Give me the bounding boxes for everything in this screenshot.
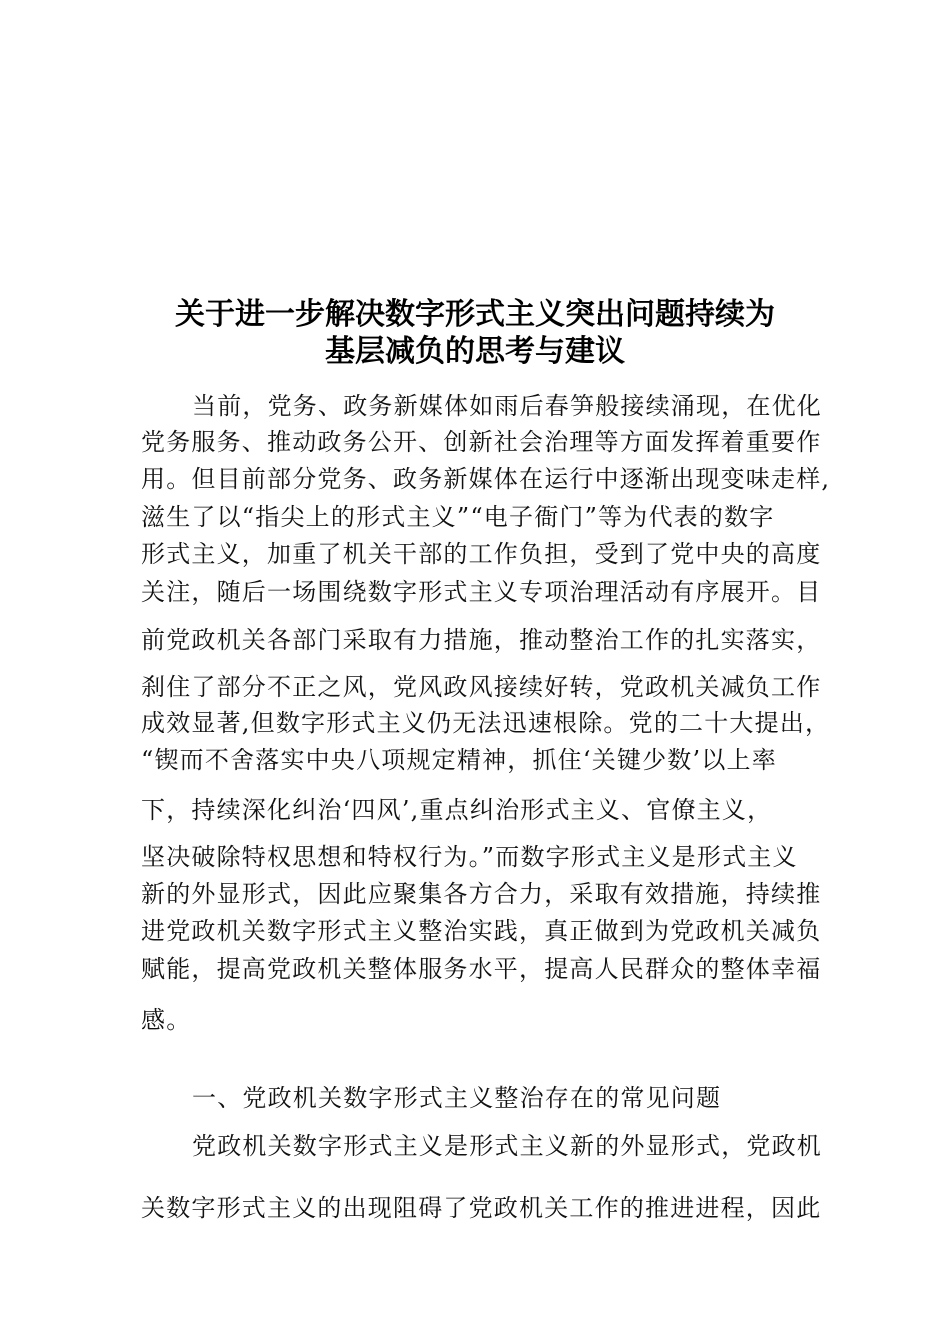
paragraph-line: 前党政机关各部门采取有力措施，推动整治工作的扎实落实， (141, 626, 822, 654)
paragraph-line: 刹住了部分不正之风，党风政风接续好转，党政机关减负工作 (141, 673, 822, 701)
paragraph-line: 党政机关数字形式主义是形式主义新的外显形式，党政机 (192, 1132, 822, 1160)
paragraph-line: 坚决破除特权思想和特权行为。”而数字形式主义是形式主义 (141, 843, 798, 871)
paragraph-line: 下，持续深化纠治‘四风’,重点纠治形式主义、官僚主义， (141, 796, 773, 824)
paragraph-line: 进党政机关数字形式主义整治实践，真正做到为党政机关减负 (141, 917, 822, 945)
paragraph-line: “锲而不舍落实中央八项规定精神，抓住‘关键少数’以上率 (141, 746, 777, 774)
paragraph-line: 形式主义，加重了机关干部的工作负担，受到了党中央的高度 (141, 540, 822, 568)
document-title (100, 296, 850, 370)
title-line: 关于进一步解决数字形式主义突出问题持续为 (175, 297, 775, 332)
paragraph-line: 成效显著,但数字形式主义仍无法迅速根除。党的二十大提出， (141, 709, 831, 737)
section-heading: 一、党政机关数字形式主义整治存在的常见问题 (192, 1084, 722, 1112)
paragraph-line: 关注，随后一场围绕数字形式主义专项治理活动有序展开。目 (141, 578, 822, 606)
paragraph-line: 用。但目前部分党务、政务新媒体在运行中逐渐出现变味走样, (141, 465, 831, 493)
paragraph-line: 当前，党务、政务新媒体如雨后春笋般接续涌现，在优化 (192, 392, 822, 420)
paragraph-line: 赋能，提高党政机关整体服务水平，提高人民群众的整体幸福 (141, 955, 822, 983)
paragraph-line: 滋生了以“指尖上的形式主义”“电子衙门”等为代表的数字 (141, 503, 775, 531)
paragraph-line: 新的外显形式，因此应聚集各方合力，采取有效措施，持续推 (141, 880, 822, 908)
paragraph-line: 党务服务、推动政务公开、创新社会治理等方面发挥着重要作 (141, 428, 822, 456)
paragraph-line: 关数字形式主义的出现阻碍了党政机关工作的推进进程，因此 (141, 1194, 822, 1222)
title-line: 基层减负的思考与建议 (325, 334, 625, 369)
paragraph-line: 感。 (141, 1006, 192, 1034)
